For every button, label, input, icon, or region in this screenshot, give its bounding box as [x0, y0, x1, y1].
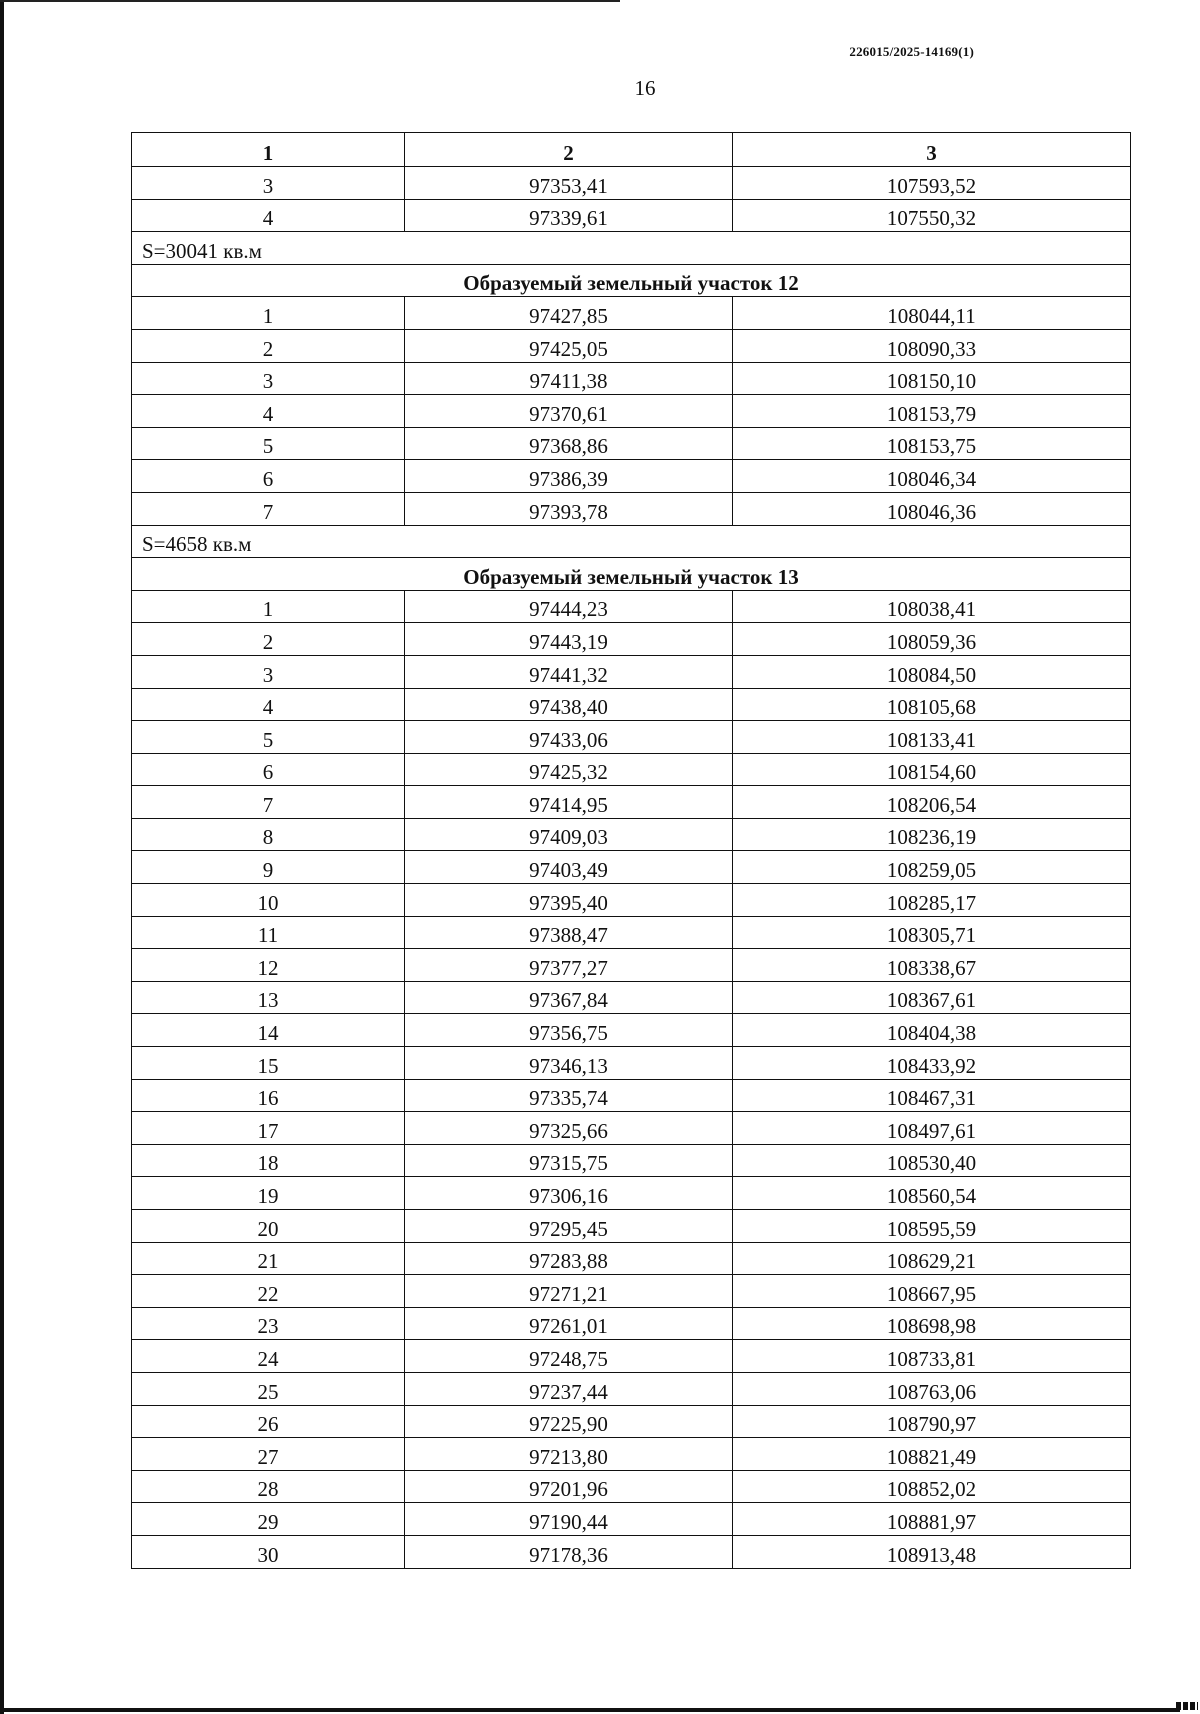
- point-number-cell: 7: [132, 492, 405, 525]
- table-row: [132, 1503, 1131, 1536]
- point-number-cell: 5: [132, 721, 405, 754]
- point-number-cell: 15: [132, 1047, 405, 1080]
- point-number-cell: 14: [132, 1014, 405, 1047]
- point-number-cell: 3: [132, 167, 405, 200]
- point-number-cell: 1: [132, 297, 405, 330]
- y-coordinate-cell: 108763,06: [733, 1372, 1131, 1405]
- y-coordinate-cell: 108852,02: [733, 1470, 1131, 1503]
- x-coordinate-cell: 97386,39: [405, 460, 733, 493]
- y-coordinate-cell: 108881,97: [733, 1503, 1131, 1536]
- table-row: [132, 753, 1131, 786]
- y-coordinate-cell: 108305,71: [733, 916, 1131, 949]
- point-number-cell: 4: [132, 199, 405, 232]
- y-coordinate-cell: 108046,34: [733, 460, 1131, 493]
- x-coordinate-cell: 97295,45: [405, 1210, 733, 1243]
- x-coordinate-cell: 97414,95: [405, 786, 733, 819]
- column-header-3: 3: [733, 133, 1131, 167]
- table-row: [132, 1079, 1131, 1112]
- table-row: [132, 167, 1131, 200]
- section-title: Образуемый земельный участок 13: [132, 558, 1131, 591]
- table-row: [132, 1047, 1131, 1080]
- point-number-cell: 20: [132, 1210, 405, 1243]
- y-coordinate-cell: 108059,36: [733, 623, 1131, 656]
- table-row: [132, 1340, 1131, 1373]
- y-coordinate-cell: 107550,32: [733, 199, 1131, 232]
- scan-mark: [1176, 1702, 1198, 1710]
- point-number-cell: 10: [132, 884, 405, 917]
- y-coordinate-cell: 107593,52: [733, 167, 1131, 200]
- point-number-cell: 21: [132, 1242, 405, 1275]
- table-row: [132, 818, 1131, 851]
- x-coordinate-cell: 97178,36: [405, 1535, 733, 1568]
- x-coordinate-cell: 97190,44: [405, 1503, 733, 1536]
- y-coordinate-cell: 108044,11: [733, 297, 1131, 330]
- table-row: [132, 721, 1131, 754]
- table-row: [132, 1372, 1131, 1405]
- section-title: Образуемый земельный участок 12: [132, 264, 1131, 297]
- point-number-cell: 6: [132, 753, 405, 786]
- table-row: [132, 1242, 1131, 1275]
- point-number-cell: 29: [132, 1503, 405, 1536]
- document-number: 226015/2025-14169(1): [849, 44, 974, 59]
- table-row: [132, 1470, 1131, 1503]
- table-row: [132, 655, 1131, 688]
- point-number-cell: 19: [132, 1177, 405, 1210]
- x-coordinate-cell: 97425,05: [405, 329, 733, 362]
- point-number-cell: 3: [132, 655, 405, 688]
- x-coordinate-cell: 97370,61: [405, 395, 733, 428]
- x-coordinate-cell: 97225,90: [405, 1405, 733, 1438]
- x-coordinate-cell: 97443,19: [405, 623, 733, 656]
- table-header-row: [132, 133, 1131, 167]
- x-coordinate-cell: 97248,75: [405, 1340, 733, 1373]
- x-coordinate-cell: 97368,86: [405, 427, 733, 460]
- y-coordinate-cell: 108090,33: [733, 329, 1131, 362]
- y-coordinate-cell: 108038,41: [733, 590, 1131, 623]
- area-label-row: [132, 525, 1131, 558]
- point-number-cell: 25: [132, 1372, 405, 1405]
- y-coordinate-cell: 108367,61: [733, 981, 1131, 1014]
- x-coordinate-cell: 97213,80: [405, 1438, 733, 1471]
- x-coordinate-cell: 97325,66: [405, 1112, 733, 1145]
- scan-border-top: [0, 0, 620, 2]
- y-coordinate-cell: 108154,60: [733, 753, 1131, 786]
- table-row: [132, 688, 1131, 721]
- table-row: [132, 199, 1131, 232]
- x-coordinate-cell: 97283,88: [405, 1242, 733, 1275]
- y-coordinate-cell: 108133,41: [733, 721, 1131, 754]
- point-number-cell: 30: [132, 1535, 405, 1568]
- coordinates-table-body: [132, 133, 1131, 1569]
- x-coordinate-cell: 97393,78: [405, 492, 733, 525]
- x-coordinate-cell: 97335,74: [405, 1079, 733, 1112]
- table-row: [132, 623, 1131, 656]
- y-coordinate-cell: 108084,50: [733, 655, 1131, 688]
- y-coordinate-cell: 108821,49: [733, 1438, 1131, 1471]
- y-coordinate-cell: 108667,95: [733, 1275, 1131, 1308]
- point-number-cell: 23: [132, 1307, 405, 1340]
- table-row: [132, 1177, 1131, 1210]
- x-coordinate-cell: 97271,21: [405, 1275, 733, 1308]
- y-coordinate-cell: 108206,54: [733, 786, 1131, 819]
- table-row: [132, 884, 1131, 917]
- table-row: [132, 1144, 1131, 1177]
- point-number-cell: 8: [132, 818, 405, 851]
- y-coordinate-cell: 108913,48: [733, 1535, 1131, 1568]
- scan-border-bottom: [0, 1708, 1180, 1712]
- x-coordinate-cell: 97395,40: [405, 884, 733, 917]
- area-label: S=4658 кв.м: [132, 525, 1131, 558]
- table-row: [132, 1405, 1131, 1438]
- y-coordinate-cell: 108530,40: [733, 1144, 1131, 1177]
- point-number-cell: 5: [132, 427, 405, 460]
- x-coordinate-cell: 97346,13: [405, 1047, 733, 1080]
- coordinates-table: [131, 132, 1131, 1569]
- table-row: [132, 786, 1131, 819]
- table-row: [132, 1210, 1131, 1243]
- x-coordinate-cell: 97427,85: [405, 297, 733, 330]
- table-row: [132, 1307, 1131, 1340]
- y-coordinate-cell: 108285,17: [733, 884, 1131, 917]
- table-row: [132, 981, 1131, 1014]
- x-coordinate-cell: 97356,75: [405, 1014, 733, 1047]
- y-coordinate-cell: 108046,36: [733, 492, 1131, 525]
- point-number-cell: 6: [132, 460, 405, 493]
- point-number-cell: 2: [132, 623, 405, 656]
- point-number-cell: 4: [132, 688, 405, 721]
- point-number-cell: 17: [132, 1112, 405, 1145]
- table-row: [132, 590, 1131, 623]
- table-row: [132, 1275, 1131, 1308]
- point-number-cell: 9: [132, 851, 405, 884]
- point-number-cell: 22: [132, 1275, 405, 1308]
- y-coordinate-cell: 108150,10: [733, 362, 1131, 395]
- table-row: [132, 427, 1131, 460]
- area-label: S=30041 кв.м: [132, 232, 1131, 265]
- x-coordinate-cell: 97409,03: [405, 818, 733, 851]
- section-title-row: [132, 264, 1131, 297]
- point-number-cell: 1: [132, 590, 405, 623]
- y-coordinate-cell: 108595,59: [733, 1210, 1131, 1243]
- x-coordinate-cell: 97433,06: [405, 721, 733, 754]
- y-coordinate-cell: 108467,31: [733, 1079, 1131, 1112]
- table-row: [132, 1112, 1131, 1145]
- point-number-cell: 28: [132, 1470, 405, 1503]
- point-number-cell: 24: [132, 1340, 405, 1373]
- y-coordinate-cell: 108629,21: [733, 1242, 1131, 1275]
- y-coordinate-cell: 108497,61: [733, 1112, 1131, 1145]
- y-coordinate-cell: 108560,54: [733, 1177, 1131, 1210]
- y-coordinate-cell: 108105,68: [733, 688, 1131, 721]
- table-row: [132, 395, 1131, 428]
- point-number-cell: 18: [132, 1144, 405, 1177]
- x-coordinate-cell: 97261,01: [405, 1307, 733, 1340]
- x-coordinate-cell: 97441,32: [405, 655, 733, 688]
- table-row: [132, 329, 1131, 362]
- x-coordinate-cell: 97353,41: [405, 167, 733, 200]
- column-header-1: 1: [132, 133, 405, 167]
- table-row: [132, 492, 1131, 525]
- x-coordinate-cell: 97237,44: [405, 1372, 733, 1405]
- y-coordinate-cell: 108338,67: [733, 949, 1131, 982]
- x-coordinate-cell: 97438,40: [405, 688, 733, 721]
- page-number: 16: [634, 76, 656, 100]
- point-number-cell: 16: [132, 1079, 405, 1112]
- x-coordinate-cell: 97201,96: [405, 1470, 733, 1503]
- point-number-cell: 26: [132, 1405, 405, 1438]
- y-coordinate-cell: 108433,92: [733, 1047, 1131, 1080]
- table-row: [132, 1014, 1131, 1047]
- y-coordinate-cell: 108404,38: [733, 1014, 1131, 1047]
- y-coordinate-cell: 108153,75: [733, 427, 1131, 460]
- x-coordinate-cell: 97367,84: [405, 981, 733, 1014]
- table-row: [132, 362, 1131, 395]
- y-coordinate-cell: 108790,97: [733, 1405, 1131, 1438]
- x-coordinate-cell: 97306,16: [405, 1177, 733, 1210]
- x-coordinate-cell: 97388,47: [405, 916, 733, 949]
- x-coordinate-cell: 97425,32: [405, 753, 733, 786]
- point-number-cell: 4: [132, 395, 405, 428]
- y-coordinate-cell: 108698,98: [733, 1307, 1131, 1340]
- table-row: [132, 297, 1131, 330]
- y-coordinate-cell: 108733,81: [733, 1340, 1131, 1373]
- y-coordinate-cell: 108236,19: [733, 818, 1131, 851]
- x-coordinate-cell: 97444,23: [405, 590, 733, 623]
- y-coordinate-cell: 108153,79: [733, 395, 1131, 428]
- x-coordinate-cell: 97315,75: [405, 1144, 733, 1177]
- x-coordinate-cell: 97377,27: [405, 949, 733, 982]
- y-coordinate-cell: 108259,05: [733, 851, 1131, 884]
- x-coordinate-cell: 97339,61: [405, 199, 733, 232]
- point-number-cell: 27: [132, 1438, 405, 1471]
- table-row: [132, 949, 1131, 982]
- table-row: [132, 851, 1131, 884]
- point-number-cell: 7: [132, 786, 405, 819]
- table-row: [132, 916, 1131, 949]
- table-row: [132, 460, 1131, 493]
- column-header-2: 2: [405, 133, 733, 167]
- point-number-cell: 13: [132, 981, 405, 1014]
- table-row: [132, 1535, 1131, 1568]
- point-number-cell: 12: [132, 949, 405, 982]
- point-number-cell: 11: [132, 916, 405, 949]
- scan-border-left: [0, 0, 4, 1714]
- x-coordinate-cell: 97411,38: [405, 362, 733, 395]
- x-coordinate-cell: 97403,49: [405, 851, 733, 884]
- point-number-cell: 3: [132, 362, 405, 395]
- table-row: [132, 1438, 1131, 1471]
- area-label-row: [132, 232, 1131, 265]
- point-number-cell: 2: [132, 329, 405, 362]
- section-title-row: [132, 558, 1131, 591]
